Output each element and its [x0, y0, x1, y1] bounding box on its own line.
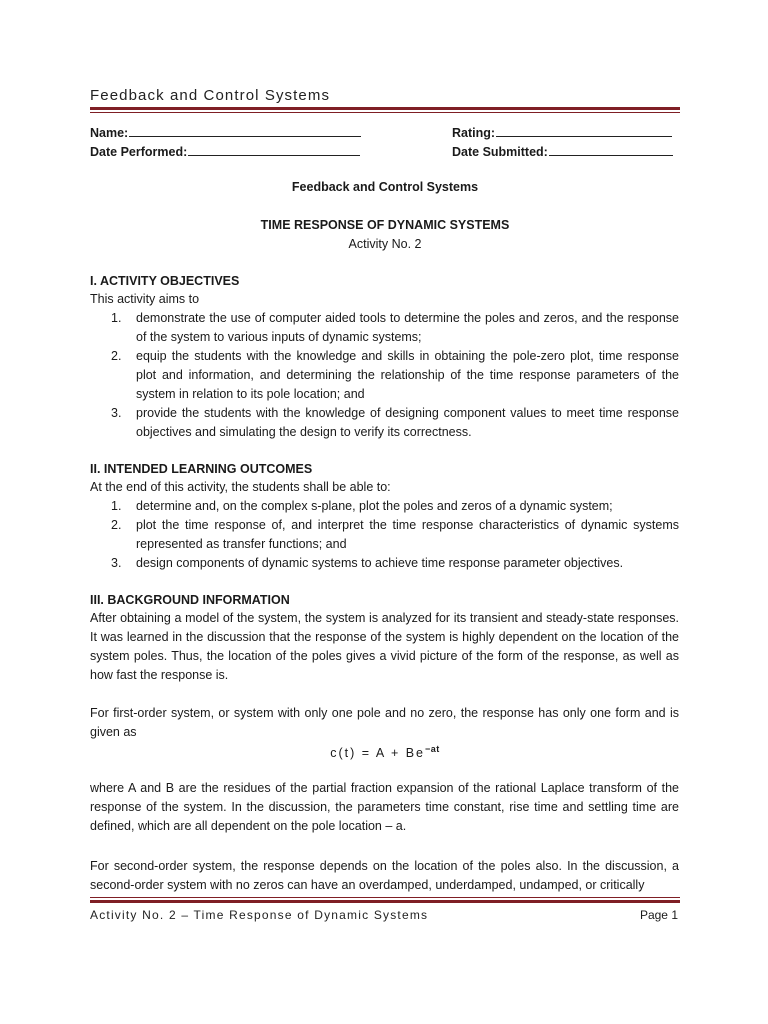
list-item: 3. design components of dynamic systems to achieve time response parameter objectives.	[111, 556, 624, 570]
footer-rule-thick	[90, 900, 680, 903]
list-item: 2. equip the students with the knowledge and skills in obtaining the pole-zero plot, time response plot and information, and determining the relationship of the time response parameters of the system in relation to its pole location; and	[111, 349, 679, 401]
name-blank-line	[129, 124, 361, 137]
background-heading: III. BACKGROUND INFORMATION	[90, 593, 290, 607]
course-title: Feedback and Control Systems	[291, 180, 479, 194]
header-title: Feedback and Control Systems	[90, 87, 331, 104]
name-field	[90, 124, 361, 140]
equation-exponent: −at	[425, 744, 440, 754]
list-item: 1. determine and, on the complex s-plane, plot the poles and zeros of a dynamic system;	[111, 499, 613, 513]
list-item: 1. demonstrate the use of computer aided tools to determine the poles and zeros, and the response of the system to various inputs of dynamic systems;	[111, 311, 679, 344]
activity-title: TIME RESPONSE OF DYNAMIC SYSTEMS	[260, 218, 510, 232]
date-submitted-label: Date Submitted:	[452, 145, 548, 159]
objectives-list	[90, 309, 679, 442]
objectives-heading: I. ACTIVITY OBJECTIVES	[90, 274, 240, 288]
background-paragraph-2: For first-order system, or system with only one pole and no zero, the response has only one form and is given as	[90, 706, 679, 739]
date-submitted-field	[452, 143, 673, 159]
date-performed-label: Date Performed:	[90, 145, 188, 159]
footer-page-number: Page 1	[639, 908, 678, 922]
background-paragraph-3: where A and B are the residues of the partial fraction expansion of the rational Laplace transform of the response of the system. In the discussion, the parameters time constant, rise time and settling time are defined, which are all dependent on the pole location – a.	[90, 781, 679, 833]
activity-number: Activity No. 2	[348, 237, 422, 251]
objectives-intro: This activity aims to	[90, 292, 200, 306]
rating-blank-line	[496, 124, 672, 137]
background-paragraph-1: After obtaining a model of the system, the system is analyzed for its transient and steady-state responses. It was learned in the discussion that the response of the system is highly dependent on the location of the system poles. Thus, the location of the poles gives a vivid picture of the form of the response, as well as how fast the response is.	[90, 611, 679, 682]
header-rule-thick	[90, 107, 680, 110]
list-item: 3. provide the students with the knowledge of designing component values to meet time response objectives and simulating the design to verify its correctness.	[111, 406, 679, 439]
name-label: Name:	[90, 126, 129, 140]
date-submitted-blank-line	[549, 143, 673, 156]
footer-activity-title: Activity No. 2 – Time Response of Dynamic Systems	[90, 908, 429, 922]
outcomes-heading: II. INTENDED LEARNING OUTCOMES	[90, 462, 313, 476]
rating-field	[452, 124, 672, 140]
date-performed-field	[90, 143, 360, 159]
outcomes-intro: At the end of this activity, the students shall be able to:	[90, 480, 391, 494]
list-item: 2. plot the time response of, and interpret the time response characteristics of dynamic systems represented as transfer functions; and	[111, 518, 679, 551]
outcomes-list	[90, 497, 679, 573]
equation-base: c(t) = A + Be	[330, 746, 426, 761]
rating-label: Rating:	[452, 126, 496, 140]
background-paragraph-4: For second-order system, the response depends on the location of the poles also. In the discussion, a second-order system with no zeros can have an overdamped, underdamped, undamped, or critically	[90, 859, 679, 892]
date-performed-blank-line	[188, 143, 360, 156]
first-order-equation	[90, 744, 680, 760]
footer-rule-thin	[90, 897, 680, 898]
header-rule-thin	[90, 112, 680, 113]
